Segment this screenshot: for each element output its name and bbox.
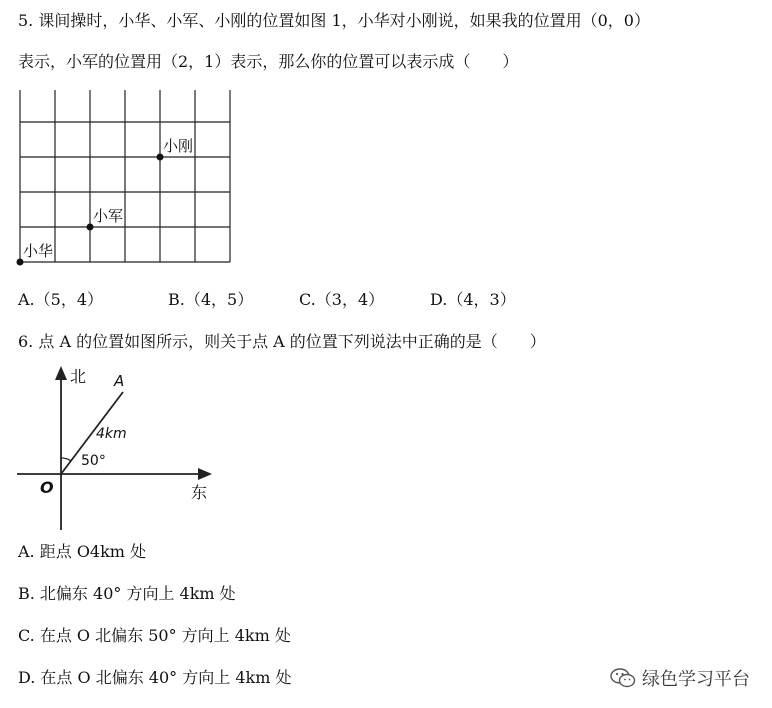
angle-label: 50° [81, 453, 106, 469]
q5-option-d: D.（4，3） [430, 290, 516, 309]
q6-option-c: C. 在点 O 北偏东 50° 方向上 4km 处 [18, 626, 291, 645]
grid-points [17, 137, 194, 266]
watermark-text: 绿色学习平台 [642, 669, 750, 690]
grid-point-label-1: 小军 [93, 207, 124, 225]
point-a-label: A [114, 372, 125, 390]
distance-label: 4km [96, 426, 127, 442]
q5-option-c: C.（3，4） [299, 290, 385, 309]
q5-stem-line2: 表示，小军的位置用（2，1）表示，那么你的位置可以表示成（ ） [18, 52, 519, 71]
q5-option-b: B.（4，5） [168, 290, 254, 309]
q6-option-d: D. 在点 O 北偏东 40° 方向上 4km 处 [18, 668, 292, 687]
origin-label: O [40, 478, 54, 497]
q5-stem-line1: 5. 课间操时，小华、小军、小刚的位置如图 1，小华对小刚说，如果我的位置用（0，0） [18, 11, 650, 30]
angle-arc [61, 458, 71, 461]
q6-option-a: A. 距点 O4km 处 [18, 542, 147, 561]
grid-point-label-0: 小华 [23, 242, 54, 260]
east-label: 东 [191, 483, 208, 502]
wechat-icon [610, 667, 636, 689]
north-arrowhead [55, 366, 67, 380]
q6-direction-figure [0, 360, 230, 535]
q6-stem: 6. 点 A 的位置如图所示，则关于点 A 的位置下列说法中正确的是（ ） [18, 332, 546, 351]
east-arrowhead [198, 468, 212, 480]
q5-option-a: A.（5，4） [18, 290, 104, 309]
grid-point-label-2: 小刚 [163, 137, 194, 155]
north-label: 北 [70, 367, 87, 386]
q6-option-b: B. 北偏东 40° 方向上 4km 处 [18, 584, 236, 603]
grid-lines [20, 90, 230, 262]
watermark [610, 665, 750, 691]
q5-grid-figure [0, 90, 240, 275]
